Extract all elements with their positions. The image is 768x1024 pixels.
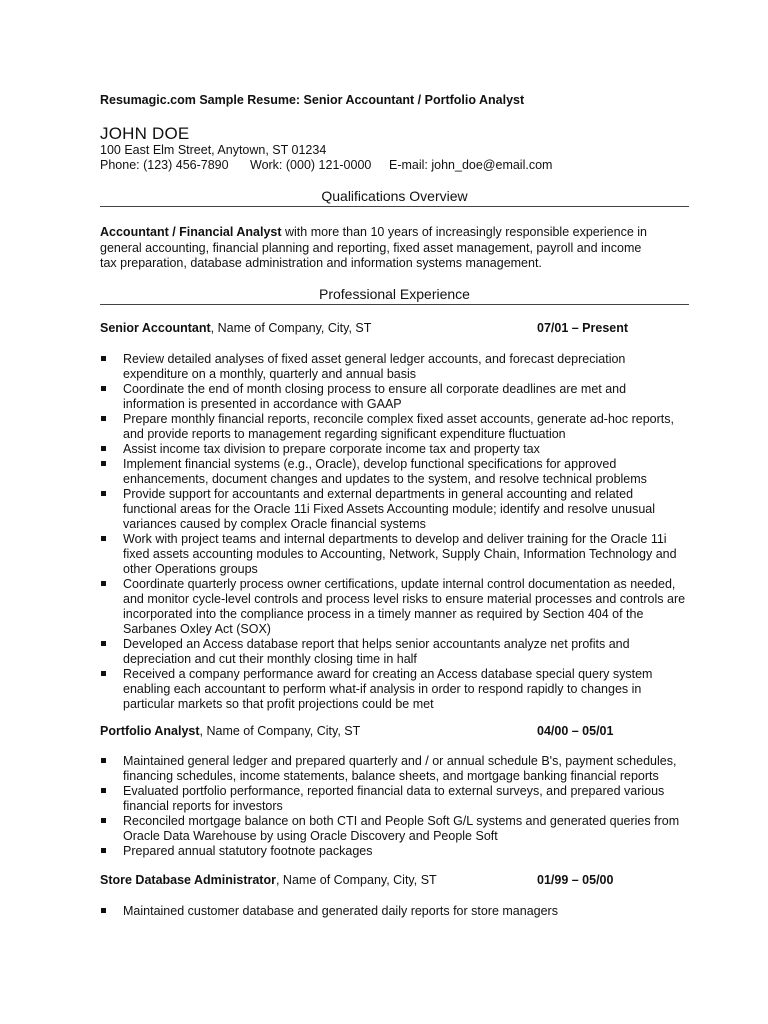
job-header xyxy=(100,321,689,337)
job-title: Store Database Administrator xyxy=(100,873,276,887)
job-bullet: Received a company performance award for creating an Access database special query system enabling each accountant to perform what-if analysis in order to respond rapidly to changes in particular markets so that profit projections could be met xyxy=(100,667,690,712)
job-bullet: Implement financial systems (e.g., Oracle), develop functional specifications for approved enhancements, document changes and updates to the system, and resolve technical problems xyxy=(100,457,690,487)
job-bullet: Prepare monthly financial reports, reconcile complex fixed asset accounts, generate ad-hoc reports, and provide reports to management regarding significant expenditure fluctuation xyxy=(100,412,690,442)
job-company: , Name of Company, City, ST xyxy=(199,724,361,738)
qualifications-text: with more than 10 years of increasingly responsible experience in general accounting, financial planning and reporting, fixed asset management, payroll and income tax preparation, database administration and information systems management. xyxy=(100,225,647,270)
phone: Phone: (123) 456-7890 xyxy=(100,158,229,172)
job-bullet: Review detailed analyses of fixed asset general ledger accounts, and forecast depreciation expenditure on a monthly, quarterly and annual basis xyxy=(100,352,690,382)
job-bullet: Prepared annual statutory footnote packages xyxy=(100,844,690,859)
job-dates: 01/99 – 05/00 xyxy=(537,873,614,887)
job-title: Senior Accountant xyxy=(100,321,211,335)
section-divider xyxy=(100,304,689,305)
job-title: Portfolio Analyst xyxy=(100,724,200,738)
section-title-experience: Professional Experience xyxy=(319,286,470,302)
job-bullet-list xyxy=(100,904,690,919)
address: 100 East Elm Street, Anytown, ST 01234 xyxy=(100,143,327,157)
job-bullet: Work with project teams and internal departments to develop and deliver training for the Oracle 11i fixed assets accounting modules to Accounting, Network, Supply Chain, Information Technology and other Operations groups xyxy=(100,532,690,577)
section-title-qualifications: Qualifications Overview xyxy=(321,188,468,204)
candidate-name: JOHN DOE xyxy=(100,124,190,143)
job-bullet: Assist income tax division to prepare corporate income tax and property tax xyxy=(100,442,690,457)
job-header xyxy=(100,873,689,889)
job-bullet: Coordinate the end of month closing process to ensure all corporate deadlines are met and information is presented in accordance with GAAP xyxy=(100,382,690,412)
job-bullet-list xyxy=(100,754,690,859)
job-bullet: Evaluated portfolio performance, reported financial data to external surveys, and prepared various financial reports for investors xyxy=(100,784,690,814)
job-bullet: Provide support for accountants and external departments in general accounting and related functional areas for the Oracle 11i Fixed Assets Accounting module; identify and resolve unusual variances caused by complex Oracle financial systems xyxy=(100,487,690,532)
work-phone: Work: (000) 121-0000 xyxy=(250,158,372,172)
job-bullet: Coordinate quarterly process owner certifications, update internal control documentation as needed, and monitor cycle-level controls and process level risks to ensure material processes and controls are incorporated into the compliance process in a timely manner as required by Section 404 of the Sarbanes Oxley Act (SOX) xyxy=(100,577,690,637)
qualifications-lead: Accountant / Financial Analyst xyxy=(100,225,282,239)
job-bullet: Reconciled mortgage balance on both CTI and People Soft G/L systems and generated queries from Oracle Data Warehouse by using Oracle Discovery and People Soft xyxy=(100,814,690,844)
job-company: , Name of Company, City, ST xyxy=(210,321,372,335)
email: E-mail: john_doe@email.com xyxy=(389,158,553,172)
qualifications-summary xyxy=(100,225,660,272)
job-header xyxy=(100,724,689,740)
job-bullet-list xyxy=(100,352,690,712)
job-dates: 07/01 – Present xyxy=(537,321,629,335)
job-bullet: Developed an Access database report that helps senior accountants analyze net profits and depreciation and cut their monthly closing time in half xyxy=(100,637,690,667)
job-bullet: Maintained general ledger and prepared quarterly and / or annual schedule B's, payment schedules, financing schedules, income statements, balance sheets, and mortgage banking financial reports xyxy=(100,754,690,784)
job-dates: 04/00 – 05/01 xyxy=(537,724,614,738)
document-header: Resumagic.com Sample Resume: Senior Accountant / Portfolio Analyst xyxy=(100,93,525,107)
job-bullet: Maintained customer database and generated daily reports for store managers xyxy=(100,904,690,919)
job-company: , Name of Company, City, ST xyxy=(275,873,437,887)
section-divider xyxy=(100,206,689,207)
